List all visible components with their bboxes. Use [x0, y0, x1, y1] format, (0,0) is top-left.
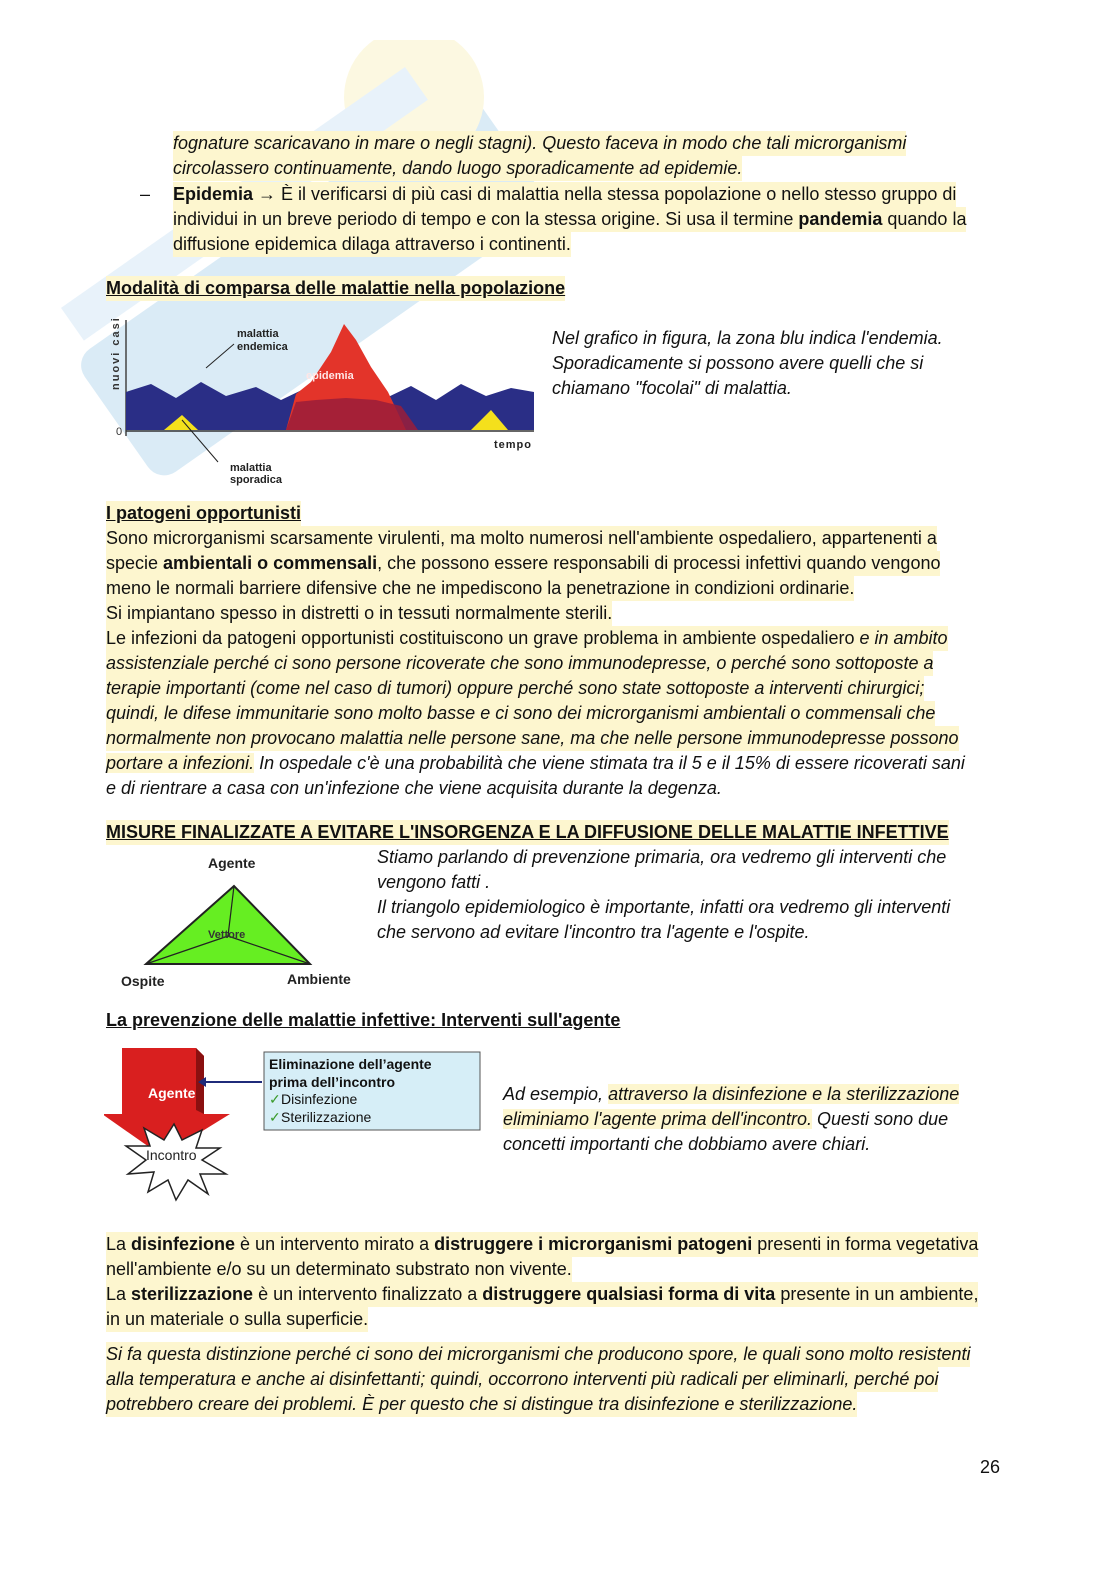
endemic-pointer — [206, 344, 234, 368]
agente-text-2 — [503, 1107, 948, 1132]
disinfezione-line-2: nell'ambiente e/o su un determinato substrato non vivente. — [106, 1257, 572, 1282]
page-number: 26 — [980, 1457, 1001, 1477]
triangle-environment-label: Ambiente — [287, 971, 351, 987]
epidemia-line-3: diffusione epidemica dilaga attraverso i continenti. — [173, 232, 571, 257]
misure-text-1: Stiamo parlando di prevenzione primaria, ora vedremo gli interventi che — [377, 847, 947, 867]
intro-line-2: circolassero continuamente, dando luogo sporadicamente ad epidemie. — [173, 156, 742, 181]
triangle-host-label: Ospite — [121, 973, 165, 989]
patogeni-line-7: terapie importanti (come nel caso di tumori) oppure perché sono state sottoposte a interventi chirurgici; — [106, 676, 924, 701]
misure-text-2: vengono fatti . — [377, 872, 491, 892]
endemic-label-2: endemica — [237, 341, 288, 353]
arrow-right-icon: → — [258, 184, 277, 204]
patogeni-line-5 — [106, 626, 948, 651]
sporadic-label-1: malattia — [230, 462, 272, 474]
chart-caption-1: Nel grafico in figura, la zona blu indica l'endemia. — [552, 328, 943, 348]
distinzione-line-3: potrebbero creare dei problemi. È per questo che si distingue tra disinfezione e sterilizzazione. — [106, 1392, 857, 1417]
patogeni-line-2 — [106, 551, 940, 576]
box-title-1: Eliminazione dell’agente — [269, 1056, 432, 1072]
agente-text-1b: attraverso la disinfezione e la sterilizzazione — [608, 1084, 960, 1104]
triangle-shape — [146, 886, 310, 964]
epidemia-term: Epidemia — [173, 184, 254, 204]
box-item-sterilizzazione: Sterilizzazione — [281, 1109, 372, 1125]
disinfezione-term: disinfezione — [131, 1234, 236, 1254]
bullet-dash: – — [140, 184, 151, 204]
disinfezione-1e: presenti in forma vegetativa — [752, 1234, 979, 1254]
chart-x-label: tempo — [494, 439, 532, 451]
misure-text-4: che servono ad evitare l'incontro tra l'agente e l'ospite. — [377, 922, 810, 942]
section-heading-modalita: Modalità di comparsa delle malattie nella popolazione — [106, 276, 565, 301]
patogeni-line-11: e di rientrare a casa con un'infezione che viene acquisita durante la degenza. — [106, 778, 722, 798]
section-heading-prevenzione: La prevenzione delle malattie infettive: Interventi sull'agente — [106, 1010, 621, 1030]
disinfezione-1d: distruggere i microrganismi patogeni — [434, 1234, 753, 1254]
check-icon: ✓ — [269, 1091, 281, 1107]
sterilizzazione-line-2: in un materiale o sulla superficie. — [106, 1307, 368, 1332]
sterilizzazione-line-1 — [106, 1282, 978, 1307]
sterilizzazione-1c: è un intervento finalizzato a — [253, 1284, 483, 1304]
patogeni-line-2a: specie — [106, 553, 164, 573]
chart-caption-3: chiamano "focolai" di malattia. — [552, 378, 792, 398]
patogeni-line-3: meno le normali barriere difensive che ne impediscono la penetrazione in condizioni ordinarie. — [106, 576, 854, 601]
patogeni-line-6: assistenziale perché ci sono persone ricoverate che sono immunodepresse, o perché sono sottoposte a — [106, 651, 933, 676]
box-item-disinfezione: Disinfezione — [281, 1091, 358, 1107]
intro-line-1: fognature scaricavano in mare o negli stagni). Questo faceva in modo che tali microrganismi — [173, 131, 906, 156]
epidemia-line-1 — [173, 182, 956, 207]
chart-caption-2: Sporadicamente si possono avere quelli che si — [552, 353, 924, 373]
pandemia-term: pandemia — [798, 209, 883, 229]
endemic-label-1: malattia — [237, 328, 279, 340]
disinfezione-line-1 — [106, 1232, 978, 1257]
section-heading-patogeni: I patogeni opportunisti — [106, 501, 301, 526]
sterilizzazione-1d: distruggere qualsiasi forma di vita — [482, 1284, 776, 1304]
epidemic-label: epidemia — [306, 370, 354, 382]
agent-intervention-figure — [104, 1044, 486, 1204]
epidemic-chart — [106, 312, 542, 490]
disinfezione-1c: è un intervento mirato a — [235, 1234, 435, 1254]
epidemia-def-1: È il verificarsi di più casi di malattia nella stessa popolazione o nello stesso gruppo di — [276, 184, 957, 204]
patogeni-line-10a: portare a infezioni. — [106, 753, 255, 773]
epidemia-line-2 — [173, 207, 966, 232]
agente-text-3: concetti importanti che dobbiamo avere chiari. — [503, 1134, 871, 1154]
patogeni-line-5b: e in ambito — [859, 628, 948, 648]
chart-zero-label: 0 — [116, 426, 123, 438]
patogeni-line-8: quindi, le difese immunitarie sono molto basse e ci sono dei microrganismi ambientali o commensali che — [106, 701, 935, 726]
patogeni-line-5a: Le infezioni da patogeni opportunisti costituiscono un grave problema in ambiente ospedaliero — [106, 628, 860, 648]
triangle-vector-label: Vettore — [208, 929, 246, 941]
sterilizzazione-1e: presente in un ambiente, — [775, 1284, 979, 1304]
distinzione-line-1: Si fa questa distinzione perché ci sono dei microrganismi che producono spore, le quali sono molto resistenti — [106, 1342, 970, 1367]
patogeni-line-2c: , che possono essere responsabili di processi infettivi quando vengono — [377, 553, 941, 573]
agent-arrow-label: Agente — [148, 1085, 196, 1101]
chart-y-label: nuovi casi — [110, 316, 122, 390]
sterilizzazione-1a: La — [106, 1284, 132, 1304]
check-icon: ✓ — [269, 1109, 281, 1125]
incontro-label: Incontro — [146, 1147, 197, 1163]
agente-text-2a: eliminiamo l'agente prima dell'incontro. — [503, 1109, 813, 1129]
patogeni-line-10b: In ospedale c'è una probabilità che viene stimata tra il 5 e il 15% di essere ricoverati sani — [254, 753, 965, 773]
distinzione-line-2: alla temperatura e anche ai disinfettanti; quindi, occorrono interventi più radicali per eliminarli, perché poi — [106, 1367, 938, 1392]
agente-text-2b: Questi sono due — [812, 1109, 949, 1129]
epidemia-def-2: individui in un breve periodo di tempo e con la stessa origine. Si usa il termine — [173, 209, 799, 229]
epidemiological-triangle — [112, 848, 362, 994]
sterilizzazione-term: sterilizzazione — [131, 1284, 254, 1304]
patogeni-term-ambientali: ambientali o commensali — [163, 553, 378, 573]
triangle-agent-label: Agente — [208, 855, 256, 871]
patogeni-line-10 — [106, 751, 965, 776]
patogeni-line-1: Sono microrganismi scarsamente virulenti, ma molto numerosi nell'ambiente ospedaliero, appartenenti a — [106, 526, 937, 551]
agente-text-1a: Ad esempio, — [503, 1084, 609, 1104]
epidemia-def-2b: quando la — [882, 209, 967, 229]
patogeni-line-4: Si impiantano spesso in distretti o in tessuti normalmente sterili. — [106, 601, 612, 626]
box-title-2: prima dell’incontro — [269, 1074, 396, 1090]
sporadic-label-2: sporadica — [230, 474, 282, 486]
patogeni-line-9: normalmente non provocano malattia nelle persone sane, ma che nelle persone immunodepresse possono — [106, 726, 959, 751]
section-heading-misure: MISURE FINALIZZATE A EVITARE L'INSORGENZA E LA DIFFUSIONE DELLE MALATTIE INFETTIVE — [106, 820, 949, 845]
misure-text-3: Il triangolo epidemiologico è importante, infatti ora vedremo gli interventi — [377, 897, 951, 917]
agente-text-1 — [503, 1082, 959, 1107]
disinfezione-1a: La — [106, 1234, 132, 1254]
